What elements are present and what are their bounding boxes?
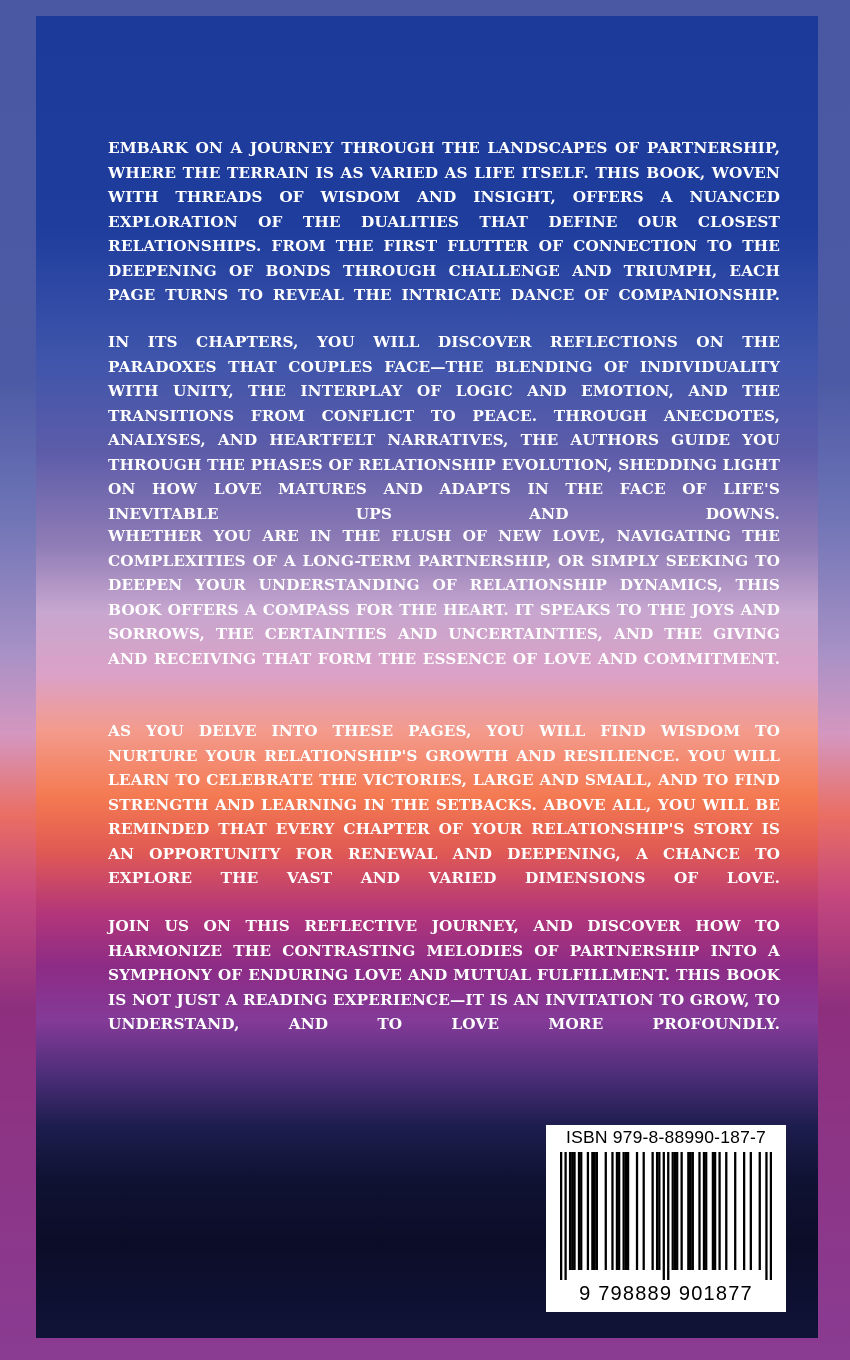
barcode-bar <box>618 1152 620 1270</box>
barcode-bar <box>560 1152 562 1280</box>
barcode-bar <box>692 1152 694 1270</box>
barcode-bar <box>714 1152 716 1270</box>
barcode-bar <box>698 1152 700 1270</box>
barcode-bar <box>689 1152 691 1270</box>
barcode-bar <box>578 1152 580 1270</box>
barcode-bar <box>734 1152 736 1270</box>
barcode-bar <box>627 1152 629 1270</box>
barcode-bar <box>593 1152 595 1270</box>
isbn-digits: 9 798889 901877 <box>579 1283 753 1305</box>
barcode-bar <box>622 1152 624 1270</box>
back-cover <box>36 16 818 1338</box>
barcode-bar <box>765 1152 767 1280</box>
barcode-bar <box>596 1152 598 1270</box>
barcode-bar <box>651 1152 653 1270</box>
blurb-paragraph-4: AS YOU DELVE INTO THESE PAGES, YOU WILL FIND WISDOM TO NURTURE YOUR RELATIONSHIP'S GROWTH AND RESILIENCE. YOU WILL LEARN TO CELEBRATE THE VICTORIES, LARGE AND SMALL, AND TO FIND STRENGTH AND LEARNING IN THE SETBACKS. ABOVE ALL, YOU WILL BE REMINDED THAT EVERY CHAPTER OF YOUR RELATIONSHIP'S STORY IS AN OPPORTUNITY FOR RENEWAL AND DEEPENING, A CHANCE TO EXPLORE THE VAST AND VARIED DIMENSIONS OF LOVE. <box>108 722 780 887</box>
barcode-bar <box>591 1152 593 1270</box>
barcode-bar <box>571 1152 573 1270</box>
barcode-bar <box>656 1152 658 1270</box>
barcode-bar <box>712 1152 714 1270</box>
barcode-bar <box>750 1152 752 1270</box>
isbn-label: ISBN 979-8-88990-187-7 <box>566 1127 766 1147</box>
barcode-bar <box>718 1152 720 1270</box>
barcode-bar <box>770 1152 772 1280</box>
barcode-bar <box>611 1152 613 1270</box>
barcode-bar <box>667 1152 669 1280</box>
barcode-bar <box>605 1152 607 1270</box>
barcode-bar <box>636 1152 638 1270</box>
barcode-bar <box>580 1152 582 1270</box>
barcode-bar <box>643 1152 645 1270</box>
barcode-bar <box>674 1152 676 1270</box>
barcode-bar <box>625 1152 627 1270</box>
barcode-bar <box>676 1152 678 1270</box>
barcode-bar <box>743 1152 745 1270</box>
barcode-bar <box>759 1152 761 1270</box>
barcode-bar <box>663 1152 665 1280</box>
barcode-bar <box>573 1152 575 1270</box>
barcode-bar <box>564 1152 566 1280</box>
blurb-paragraph-2: IN ITS CHAPTERS, YOU WILL DISCOVER REFLECTIONS ON THE PARADOXES THAT COUPLES FACE—THE BLENDING OF INDIVIDUALITY WITH UNITY, THE INTERPLAY OF LOGIC AND EMOTION, AND THE TRANSITIONS FROM CONFLICT TO PEACE. THROUGH ANECDOTES, ANALYSES, AND HEARTFELT NARRATIVES, THE AUTHORS GUIDE YOU THROUGH THE PHASES OF RELATIONSHIP EVOLUTION, SHEDDING LIGHT ON HOW LOVE MATURES AND ADAPTS IN THE FACE OF LIFE'S INEVITABLE UPS AND DOWNS. <box>108 333 780 523</box>
barcode-bar <box>705 1152 707 1270</box>
blurb-paragraph-5: JOIN US ON THIS REFLECTIVE JOURNEY, AND DISCOVER HOW TO HARMONIZE THE CONTRASTING MELODIES OF PARTNERSHIP INTO A SYMPHONY OF ENDURING LOVE AND MUTUAL FULFILLMENT. THIS BOOK IS NOT JUST A READING EXPERIENCE—IT IS AN INVITATION TO GROW, TO UNDERSTAND, AND TO LOVE MORE PROFOUNDLY. <box>108 917 780 1033</box>
barcode-bar <box>569 1152 571 1270</box>
barcode-bar <box>681 1152 683 1270</box>
blurb-paragraph-3: WHETHER YOU ARE IN THE FLUSH OF NEW LOVE, NAVIGATING THE COMPLEXITIES OF A LONG-TERM PARTNERSHIP, OR SIMPLY SEEKING TO DEEPEN YOUR UNDERSTANDING OF RELATIONSHIP DYNAMICS, THIS BOOK OFFERS A COMPASS FOR THE HEART. IT SPEAKS TO THE JOYS AND SORROWS, THE CERTAINTIES AND UNCERTAINTIES, AND THE GIVING AND RECEIVING THAT FORM THE ESSENCE OF LOVE AND COMMITMENT. <box>108 527 780 668</box>
barcode-bar <box>687 1152 689 1270</box>
barcode-bar <box>616 1152 618 1270</box>
barcode-bars <box>560 1152 772 1280</box>
blurb-paragraph-1: EMBARK ON A JOURNEY THROUGH THE LANDSCAPES OF PARTNERSHIP, WHERE THE TERRAIN IS AS VARIED AS LIFE ITSELF. THIS BOOK, WOVEN WITH THREADS OF WISDOM AND INSIGHT, OFFERS A NUANCED EXPLORATION OF THE DUALITIES THAT DEFINE OUR CLOSEST RELATIONSHIPS. FROM THE FIRST FLUTTER OF CONNECTION TO THE DEEPENING OF BONDS THROUGH CHALLENGE AND TRIUMPH, EACH PAGE TURNS TO REVEAL THE INTRICATE DANCE OF COMPANIONSHIP. <box>108 139 780 304</box>
barcode-bar <box>587 1152 589 1270</box>
barcode-bar <box>672 1152 674 1270</box>
barcode-bar <box>703 1152 705 1270</box>
isbn-barcode <box>546 1125 786 1312</box>
barcode-bar <box>725 1152 727 1270</box>
barcode-bar <box>658 1152 660 1270</box>
